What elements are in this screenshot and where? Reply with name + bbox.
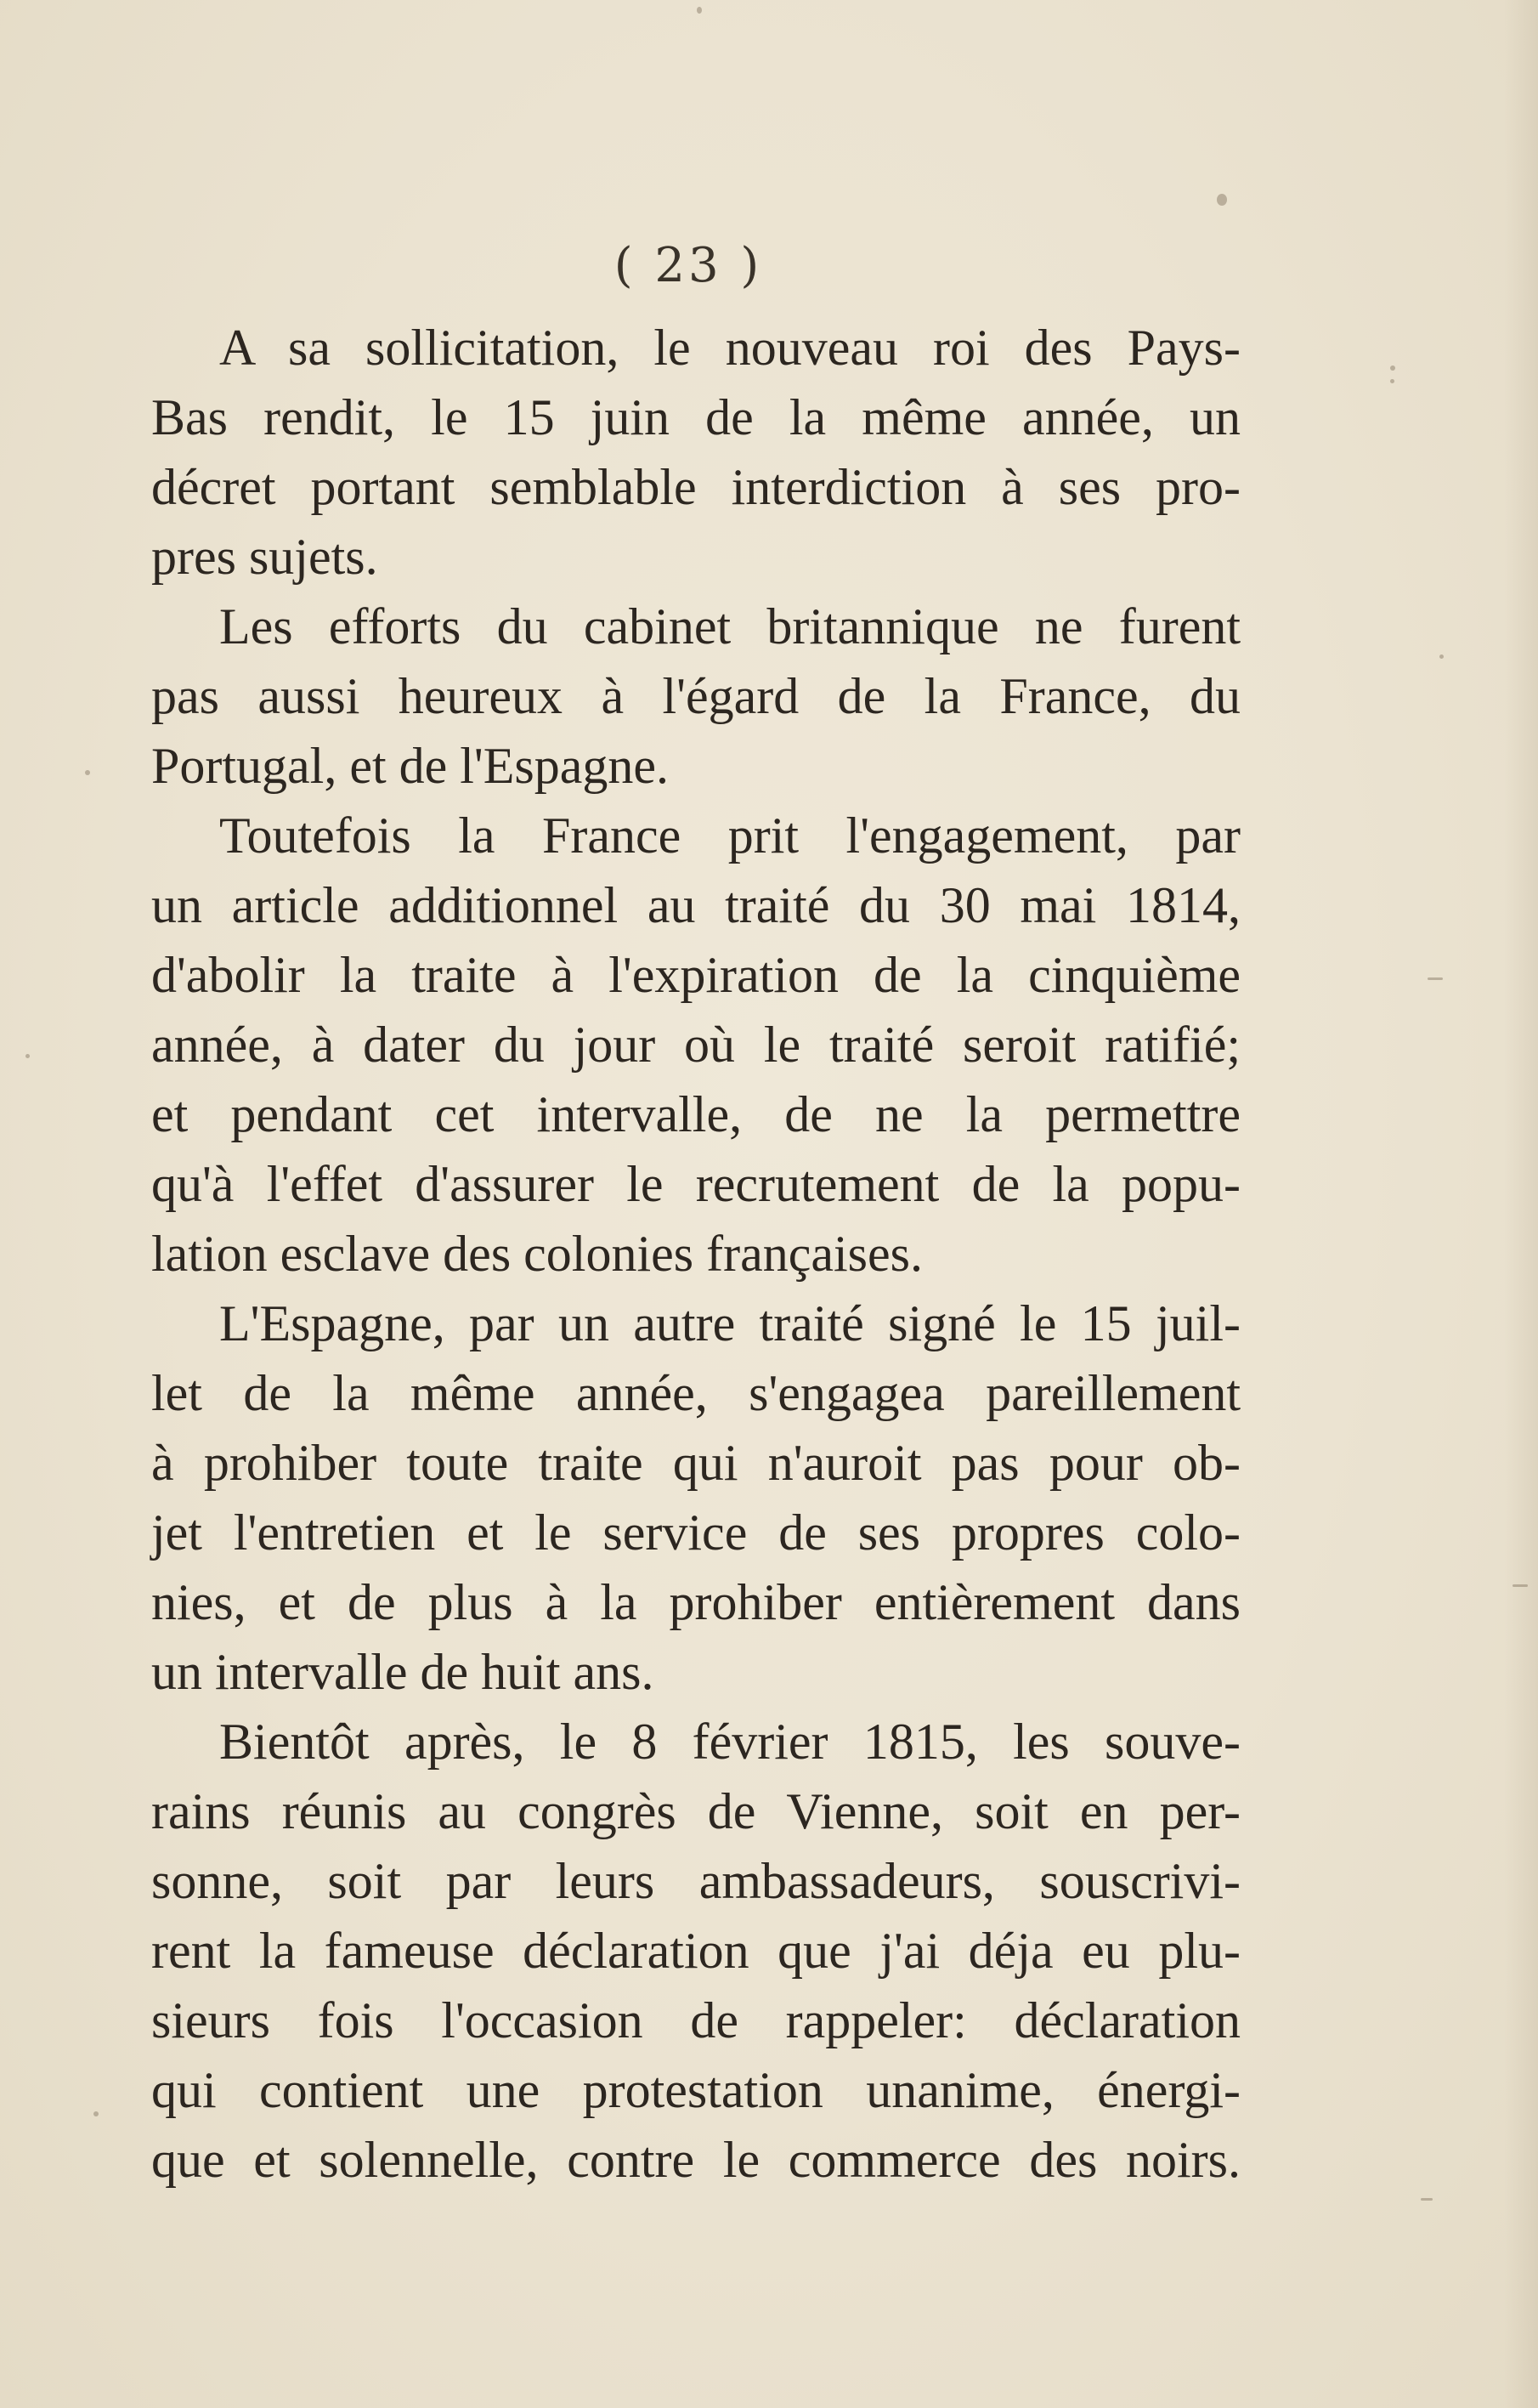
page-number: ( 23 ) <box>614 238 763 293</box>
text-line: un intervalle de huit ans. <box>151 1644 654 1700</box>
paragraph <box>151 313 1241 592</box>
text-line: sonne, soit par leurs ambassadeurs, souscrivi- <box>151 1853 1241 1909</box>
text-line: que et solennelle, contre le commerce des noirs. <box>151 2132 1241 2188</box>
text-line: pres sujets. <box>151 529 378 585</box>
text-line: L'Espagne, par un autre traité signé le 15 juil- <box>219 1295 1241 1351</box>
paragraph <box>151 592 1241 801</box>
body-text <box>151 313 1241 2195</box>
paper-speck <box>25 1054 30 1058</box>
text-line: lation esclave des colonies françaises. <box>151 1226 923 1282</box>
text-line: rent la fameuse déclaration que j'ai déja eu plu- <box>151 1923 1241 1979</box>
text-line: pas aussi heureux à l'égard de la France, du <box>151 668 1241 724</box>
paper-speck <box>1428 977 1443 980</box>
paper-speck <box>1513 1584 1528 1587</box>
page-edge-shadow <box>1504 0 1538 2408</box>
text-line: Bientôt après, le 8 février 1815, les souve- <box>219 1714 1241 1770</box>
text-line: A sa sollicitation, le nouveau roi des Pays- <box>219 320 1241 376</box>
paper-speck <box>1439 654 1444 659</box>
text-line: nies, et de plus à la prohiber entièrement dans <box>151 1574 1241 1630</box>
text-line: décret portant semblable interdiction à ses pro- <box>151 459 1241 515</box>
text-line: Bas rendit, le 15 juin de la même année, un <box>151 389 1241 445</box>
paper-speck <box>1390 379 1394 383</box>
paper-speck <box>85 770 90 775</box>
text-line: à prohiber toute traite qui n'auroit pas pour ob- <box>151 1435 1241 1491</box>
paper-speck <box>1421 2198 1433 2201</box>
text-line: Portugal, et de l'Espagne. <box>151 738 669 794</box>
text-line: Les efforts du cabinet britannique ne furent <box>219 598 1241 654</box>
text-line: rains réunis au congrès de Vienne, soit en per- <box>151 1783 1241 1839</box>
text-line: d'abolir la traite à l'expiration de la cinquième <box>151 947 1241 1003</box>
text-line: un article additionnel au traité du 30 mai 1814, <box>151 877 1241 933</box>
text-line: Toutefois la France prit l'engagement, par <box>219 807 1241 864</box>
text-line: qui contient une protestation unanime, énergi- <box>151 2062 1241 2118</box>
paper-speck <box>1390 365 1395 371</box>
paper-speck <box>1217 194 1227 206</box>
paragraph <box>151 1707 1241 2195</box>
text-line: let de la même année, s'engagea pareillement <box>151 1365 1241 1421</box>
paper-speck <box>697 7 702 14</box>
text-line: jet l'entretien et le service de ses propres colo- <box>151 1504 1241 1561</box>
text-line: année, à dater du jour où le traité seroit ratifié; <box>151 1017 1241 1073</box>
text-line: sieurs fois l'occasion de rappeler: déclaration <box>151 1992 1241 2048</box>
paragraph <box>151 801 1241 1289</box>
paper-speck <box>93 2111 99 2116</box>
text-line: et pendant cet intervalle, de ne la permettre <box>151 1086 1241 1142</box>
paragraph <box>151 1289 1241 1707</box>
text-line: qu'à l'effet d'assurer le recrutement de la popu- <box>151 1156 1241 1212</box>
